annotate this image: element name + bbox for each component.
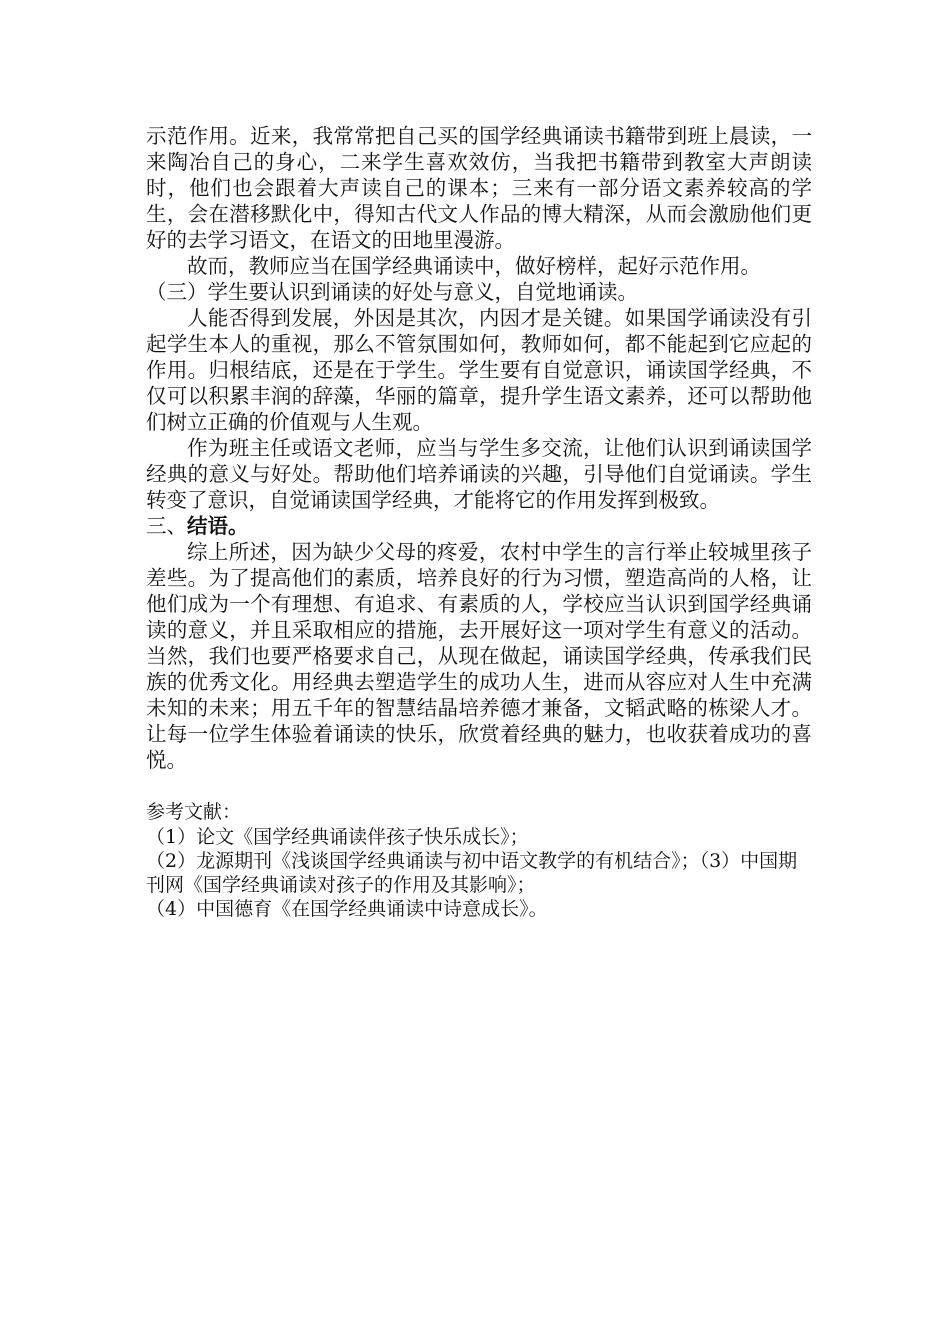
document-body: [146, 123, 812, 921]
subheading-student-awareness: （三）学生要认识到诵读的好处与意义，自觉地诵读。: [146, 280, 638, 304]
reference-item-1: （1）论文《国学经典诵读伴孩子快乐成长》；: [146, 826, 529, 848]
references-title: 参考文献：: [146, 801, 242, 823]
reference-item-2: （2）龙源期刊《浅谈国学经典诵读与初中语文教学的有机结合》；（3）中国期刊网《国学经典诵读对孩子的作用及其影响》；: [146, 850, 798, 896]
reference-item-3: （4）中国德育《在国学经典诵读中诗意成长》。: [146, 898, 548, 920]
paragraph-summary: 综上所述，因为缺少父母的疼爱，农村中学生的言行举止较城里孩子差些。为了提高他们的素质，培养良好的行为习惯，塑造高尚的人格，让他们成为一个有理想、有追求、有素质的人，学校应当认识到国学经典诵读的意义，并且采取相应的措施，去开展好这一项对学生有意义的活动。当然，我们也要严格要求自己，从现在做起，诵读国学经典，传承我们民族的优秀文化。用经典去塑造学生的成功人生，进而从容应对人生中充满未知的未来；用五千年的智慧结晶培养德才兼备，文韬武略的栋梁人才。让每一位学生体验着诵读的快乐，欣赏着经典的魅力，也收获着成功的喜悦。: [146, 540, 812, 772]
blank-line: [146, 773, 812, 799]
paragraph-student-2: 作为班主任或语文老师，应当与学生多交流，让他们认识到诵读国学经典的意义与好处。帮助他们培养诵读的兴趣，引导他们自觉诵读。学生转变了意识，自觉诵读国学经典，才能将它的作用发挥到极致。: [146, 436, 812, 512]
paragraph-teacher-conclusion: 故而，教师应当在国学经典诵读中，做好榜样，起好示范作用。: [187, 254, 761, 278]
references-section: [146, 799, 812, 921]
section-title: 结语。: [187, 514, 249, 538]
paragraph-student-1: 人能否得到发展，外因是其次，内因才是关键。如果国学诵读没有引起学生本人的重视，那么不管氛围如何，教师如何，都不能起到它应起的作用。归根结底，还是在于学生。学生要有自觉意识，诵读国学经典，不仅可以积累丰润的辞藻，华丽的篇章，提升学生语文素养，还可以帮助他们树立正确的价值观与人生观。: [146, 306, 812, 434]
section-heading-conclusion: [146, 513, 812, 539]
section-number: 三、: [146, 514, 187, 538]
paragraph-intro: 示范作用。近来，我常常把自己买的国学经典诵读书籍带到班上晨读，一来陶冶自己的身心，二来学生喜欢效仿，当我把书籍带到教室大声朗读时，他们也会跟着大声读自己的课本；三来有一部分语文素养较高的学生，会在潜移默化中，得知古代文人作品的博大精深，从而会激励他们更好的去学习语文，在语文的田地里漫游。: [146, 124, 812, 252]
